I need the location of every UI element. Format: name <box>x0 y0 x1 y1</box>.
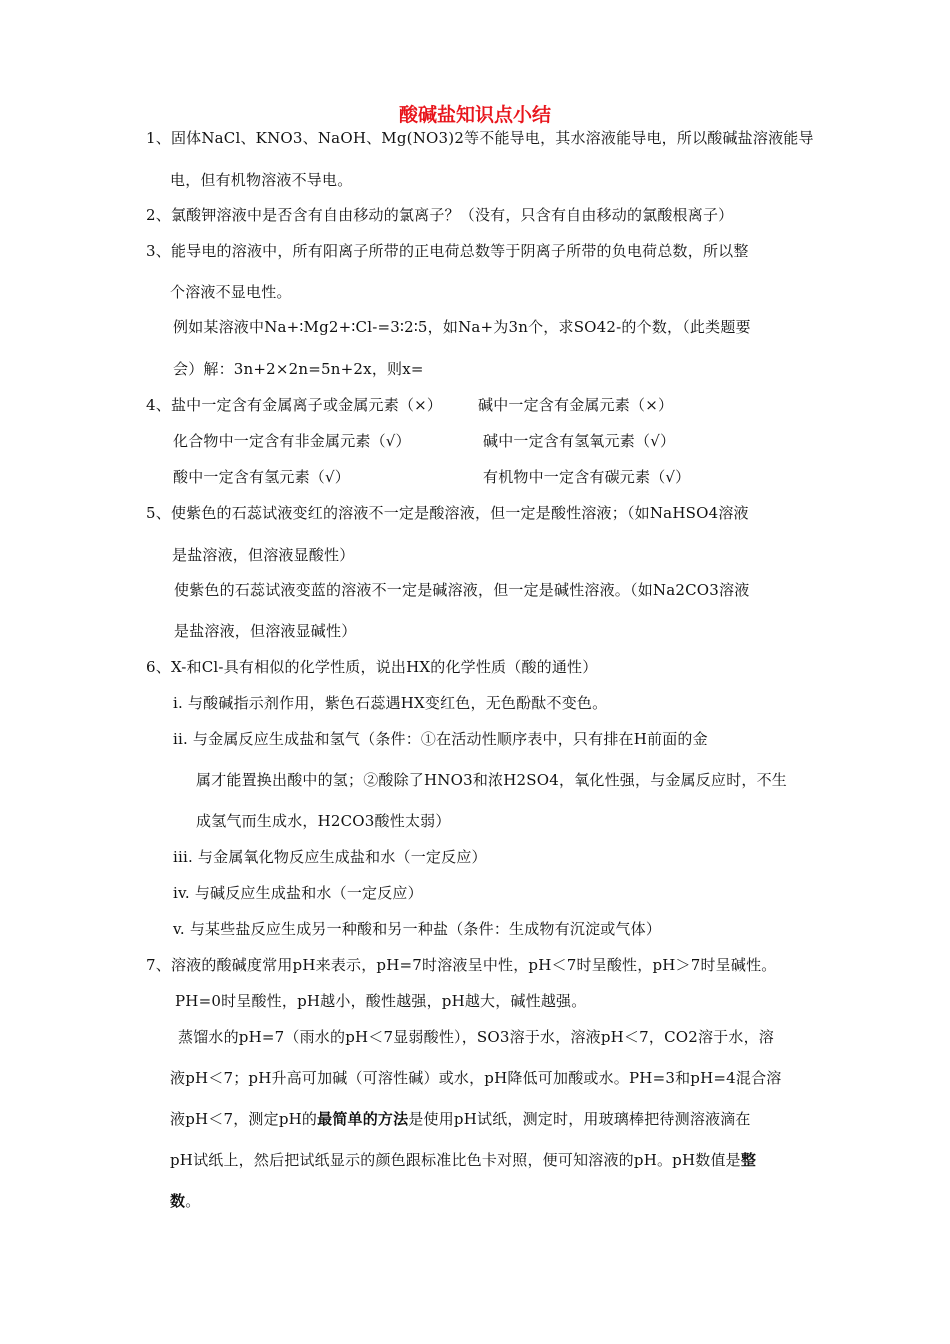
item-7-line-5-text-b: 是使用pH试纸，测定时，用玻璃棒把待测溶液滴在 <box>408 1110 751 1128</box>
item-6-sub-ii-line-1: ii. 与金属反应生成盐和氢气（条件：①在活动性顺序表中，只有排在H前面的金 <box>173 730 708 748</box>
item-6: 6、X-和Cl-具有相似的化学性质，说出HX的化学性质（酸的通性） <box>146 658 598 676</box>
item-7-line-1: 7、溶液的酸碱度常用pH来表示，pH=7时溶液呈中性，pH＜7时呈酸性，pH＞7时呈碱性。 <box>146 956 777 974</box>
page-title: 酸碱盐知识点小结 <box>398 104 551 126</box>
item-3-line-2: 个溶液不显电性。 <box>170 283 292 301</box>
item-6-sub-iv: iv. 与碱反应生成盐和水（一定反应） <box>173 884 423 902</box>
item-7-line-3: 蒸馏水的pH=7（雨水的pH＜7显弱酸性），SO3溶于水，溶液pH＜7，CO2溶于水，溶 <box>178 1028 774 1046</box>
item-4-row-3-right: 有机物中一定含有碳元素（√） <box>483 468 691 486</box>
item-7-line-4: 液pH＜7；pH升高可加碱（可溶性碱）或水，pH降低可加酸或水。PH=3和pH=4混合溶 <box>170 1069 782 1087</box>
item-7-line-5-text-a: 液pH＜7，测定pH的 <box>170 1110 318 1128</box>
item-7-line-2: PH=0时呈酸性，pH越小，酸性越强，pH越大，碱性越强。 <box>175 992 587 1010</box>
item-7-line-6 <box>170 1150 756 1170</box>
item-6-sub-ii-line-3: 成氢气而生成水，H2CO3酸性太弱） <box>196 812 451 830</box>
item-7-line-7 <box>170 1191 200 1211</box>
item-2: 2、氯酸钾溶液中是否含有自由移动的氯离子？（没有，只含有自由移动的氯酸根离子） <box>146 206 734 224</box>
item-1-line-2: 电，但有机物溶液不导电。 <box>170 171 353 189</box>
item-3-example-line-2: 会）解：3n+2×2n=5n+2x，则x= <box>173 360 424 378</box>
item-4-row-2-left: 化合物中一定含有非金属元素（√） <box>173 432 411 450</box>
item-7-line-6-text: pH试纸上，然后把试纸显示的颜色跟标准比色卡对照，便可知溶液的pH。pH数值是 <box>170 1151 741 1169</box>
item-7-line-7-period: 。 <box>185 1192 201 1210</box>
item-7-line-5 <box>170 1109 751 1129</box>
item-6-sub-iii: iii. 与金属氧化物反应生成盐和水（一定反应） <box>173 848 487 866</box>
item-3-example-line-1: 例如某溶液中Na+∶Mg2+∶Cl-=3∶2∶5，如Na+为3n个，求SO42-的个数，（此类题要 <box>173 318 751 336</box>
item-5-line-3: 使紫色的石蕊试液变蓝的溶液不一定是碱溶液，但一定是碱性溶液。（如Na2CO3溶液 <box>174 581 750 599</box>
item-4-row-3-left: 酸中一定含有氢元素（√） <box>173 468 350 486</box>
item-1-line-1: 1、固体NaCl、KNO3、NaOH、Mg(NO3)2等不能导电，其水溶液能导电，所以酸碱盐溶液能导 <box>146 129 814 147</box>
emphasis-integer-1: 整 <box>740 1151 757 1169</box>
emphasis-integer-2: 数 <box>170 1192 186 1210</box>
item-5-line-4: 是盐溶液，但溶液显碱性） <box>174 622 357 640</box>
item-4-row-2-right: 碱中一定含有氢氧元素（√） <box>483 432 676 450</box>
item-4-row-1-left: 4、盐中一定含有金属离子或金属元素（×） <box>146 396 443 414</box>
item-5-line-2: 是盐溶液，但溶液显酸性） <box>172 546 355 564</box>
item-4-row-1-right: 碱中一定含有金属元素（×） <box>478 396 674 414</box>
item-6-sub-v: v. 与某些盐反应生成另一种酸和另一种盐（条件：生成物有沉淀或气体） <box>173 920 662 938</box>
item-6-sub-ii-line-2: 属才能置换出酸中的氢；②酸除了HNO3和浓H2SO4，氧化性强，与金属反应时，不生 <box>196 771 787 789</box>
item-3-line-1: 3、能导电的溶液中，所有阳离子所带的正电荷总数等于阴离子所带的负电荷总数，所以整 <box>146 242 749 260</box>
item-5-line-1: 5、使紫色的石蕊试液变红的溶液不一定是酸溶液，但一定是酸性溶液；（如NaHSO4溶液 <box>146 504 749 522</box>
emphasis-simplest-method: 最简单的方法 <box>317 1110 409 1128</box>
item-6-sub-i: i. 与酸碱指示剂作用，紫色石蕊遇HX变红色，无色酚酞不变色。 <box>173 694 608 712</box>
